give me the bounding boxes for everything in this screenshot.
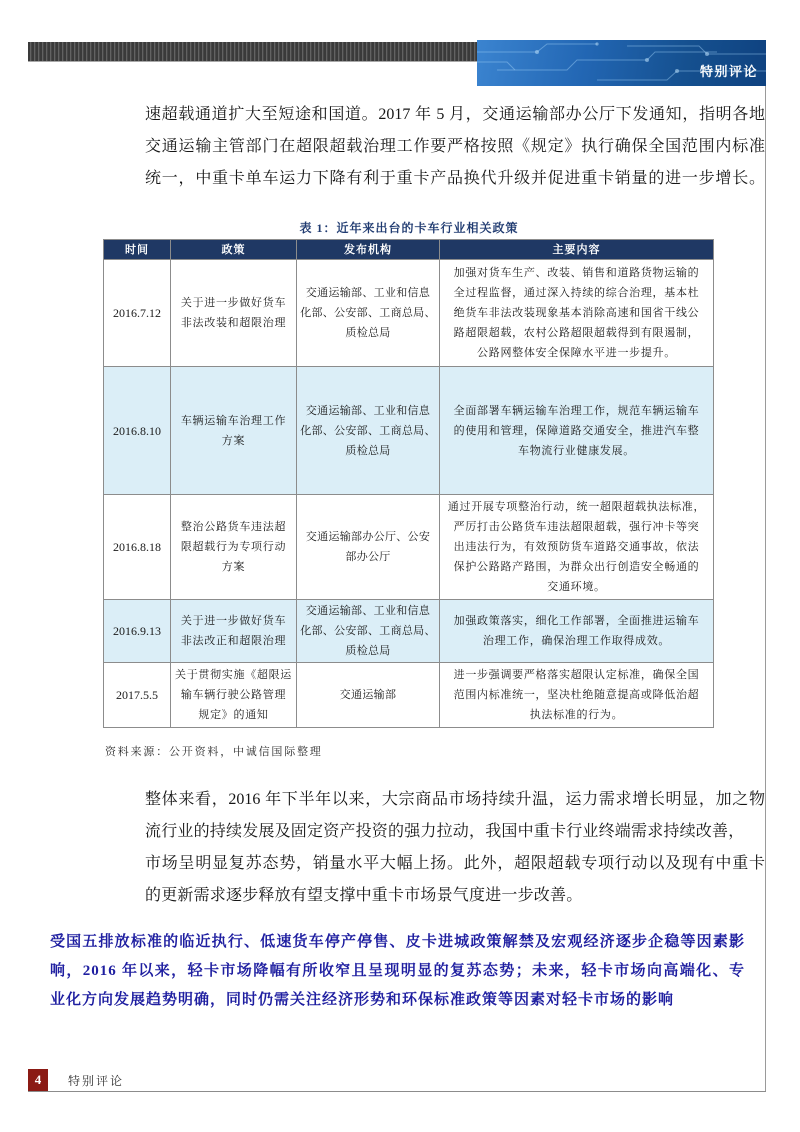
body-paragraph-2 <box>145 784 765 912</box>
paragraph-line: 市场呈明显复苏态势，销量水平大幅上扬。此外，超限超载专项行动以及现有中重卡 <box>145 855 765 872</box>
cell-line: 执法标准的行为。 <box>529 709 624 721</box>
cell-line: 关于进一步做好货车 <box>180 615 287 627</box>
cell-issuer <box>297 663 440 728</box>
highlight-paragraph <box>50 928 745 1015</box>
column-header-content: 主要内容 <box>440 240 714 260</box>
cell-line: 交通环境。 <box>547 581 606 593</box>
cell-time: 2016.8.10 <box>104 367 171 495</box>
paragraph-line: 流行业的持续发展及固定资产投资的强力拉动，我国中重卡行业终端需求持续改善， <box>145 823 745 840</box>
cell-line: 治理工作，确保治理工作取得成效。 <box>482 635 671 647</box>
cell-line: 全过程监督，通过深入持续的综合治理，基本杜 <box>453 287 700 299</box>
footer-rule <box>28 1091 766 1092</box>
page-number: 4 <box>34 1072 42 1087</box>
cell-line: 化部、公安部、工商总局、 <box>300 307 436 319</box>
paragraph-line: 交通运输主管部门在超限超载治理工作要严格按照《规定》执行确保全国范围内标准 <box>145 138 765 155</box>
cell-line: 严厉打击公路货车违法超限超载，强行冲卡等突 <box>453 521 700 533</box>
cell-line: 质检总局 <box>345 645 391 657</box>
cell-line: 交通运输部、工业和信息 <box>305 605 431 617</box>
cell-line: 限超载行为专项行动 <box>180 541 287 553</box>
cell-line: 范围内标准统一，坚决杜绝随意提高或降低治超 <box>453 689 700 701</box>
cell-line: 质检总局 <box>345 444 391 457</box>
cell-line: 交通运输部办公厅、公安 <box>305 531 431 543</box>
cell-line: 进一步强调要严格落实超限认定标准，确保全国 <box>453 669 700 681</box>
column-header-policy: 政策 <box>171 240 297 260</box>
cell-time: 2016.8.18 <box>104 495 171 600</box>
highlight-line: 受国五排放标准的临近执行、低速货车停产停售、皮卡进城政策解禁及宏观经济逐步企稳等因素影 <box>50 934 745 950</box>
cell-line: 全面部署车辆运输车治理工作，规范车辆运输车 <box>453 404 700 417</box>
cell-line: 交通运输部、工业和信息 <box>305 404 431 417</box>
cell-line: 化部、公安部、工商总局、 <box>300 424 436 437</box>
paragraph-line: 整体来看，2016 年下半年以来，大宗商品市场持续升温，运力需求增长明显，加之物 <box>145 791 765 808</box>
cell-line: 通过开展专项整治行动，统一超限超载执法标准， <box>447 501 706 513</box>
right-border-line <box>765 86 766 1091</box>
highlight-line: 业化方向发展趋势明确，同时仍需关注经济形势和环保标准政策等因素对轻卡市场的影响 <box>50 992 675 1008</box>
cell-line: 公路网整体安全保障水平进一步提升。 <box>477 347 676 359</box>
cell-line: 加强对货车生产、改装、销售和道路货物运输的 <box>453 267 700 279</box>
cell-line: 非法改正和超限治理 <box>180 635 287 647</box>
cell-content <box>440 495 714 600</box>
cell-line: 规定》的通知 <box>198 709 269 721</box>
cell-line: 输车辆行驶公路管理 <box>180 689 287 701</box>
policy-table <box>103 239 714 728</box>
header-stripe-band <box>28 42 478 62</box>
cell-line: 加强政策落实，细化工作部署，全面推进运输车 <box>453 615 700 627</box>
highlight-line: 响，2016 年以来，轻卡市场降幅有所收窄且呈现明显的复苏态势；未来，轻卡市场向高端化、专 <box>50 963 745 979</box>
cell-time: 2016.7.12 <box>104 260 171 367</box>
footer-section-title: 特别评论 <box>68 1074 125 1088</box>
cell-policy <box>171 495 297 600</box>
header-section-title: 特别评论 <box>699 65 758 80</box>
column-header-issuer: 发布机构 <box>297 240 440 260</box>
cell-policy <box>171 600 297 663</box>
cell-line: 车物流行业健康发展。 <box>518 444 635 457</box>
cell-line: 整治公路货车违法超 <box>180 521 287 533</box>
cell-content <box>440 367 714 495</box>
page-number-badge <box>28 1069 48 1091</box>
cell-line: 路超限超载，农村公路超限超载得到有限遏制， <box>453 327 700 339</box>
table-caption: 表 1：近年来出台的卡车行业相关政策 <box>299 221 519 235</box>
cell-line: 方案 <box>221 434 246 447</box>
cell-line: 非法改装和超限治理 <box>180 317 287 329</box>
paragraph-line: 的更新需求逐步释放有望支撑中重卡市场景气度进一步改善。 <box>145 887 583 904</box>
cell-line: 保护公路路产路围，为群众出行创造安全畅通的 <box>453 561 700 573</box>
cell-line: 部办公厅 <box>345 551 391 563</box>
cell-content <box>440 260 714 367</box>
cell-line: 绝货车非法改装现象基本消除高速和国省干线公 <box>453 307 700 319</box>
cell-line: 方案 <box>221 561 246 573</box>
cell-line: 车辆运输车治理工作 <box>180 414 287 427</box>
cell-issuer <box>297 495 440 600</box>
column-header-time: 时间 <box>104 240 171 260</box>
cell-line: 交通运输部、工业和信息 <box>305 287 431 299</box>
cell-line: 关于贯彻实施《超限运 <box>175 669 292 681</box>
cell-line: 的使用和管理，保障道路交通安全，推进汽车整 <box>453 424 700 437</box>
cell-line: 关于进一步做好货车 <box>180 297 287 309</box>
cell-issuer <box>297 367 440 495</box>
cell-time: 2016.9.13 <box>104 600 171 663</box>
header-banner <box>477 40 766 86</box>
paragraph-line: 速超载通道扩大至短途和国道。2017 年 5 月，交通运输部办公厅下发通知，指明各地 <box>145 106 765 123</box>
circuit-nodes <box>535 42 709 73</box>
cell-issuer <box>297 260 440 367</box>
cell-policy <box>171 367 297 495</box>
paragraph-line: 统一，中重卡单车运力下降有利于重卡产品换代升级并促进重卡销量的进一步增长。 <box>145 170 765 187</box>
cell-line: 出违法行为，有效预防货车道路交通事故，依法 <box>453 541 700 553</box>
cell-time: 2017.5.5 <box>104 663 171 728</box>
source-note: 资料来源：公开资料，中诚信国际整理 <box>105 746 323 758</box>
cell-content <box>440 600 714 663</box>
body-paragraph-1 <box>145 99 765 195</box>
cell-content <box>440 663 714 728</box>
cell-policy <box>171 663 297 728</box>
cell-line: 化部、公安部、工商总局、 <box>300 625 436 637</box>
cell-issuer <box>297 600 440 663</box>
cell-line: 交通运输部 <box>339 689 397 701</box>
cell-line: 质检总局 <box>345 327 391 339</box>
cell-policy <box>171 260 297 367</box>
